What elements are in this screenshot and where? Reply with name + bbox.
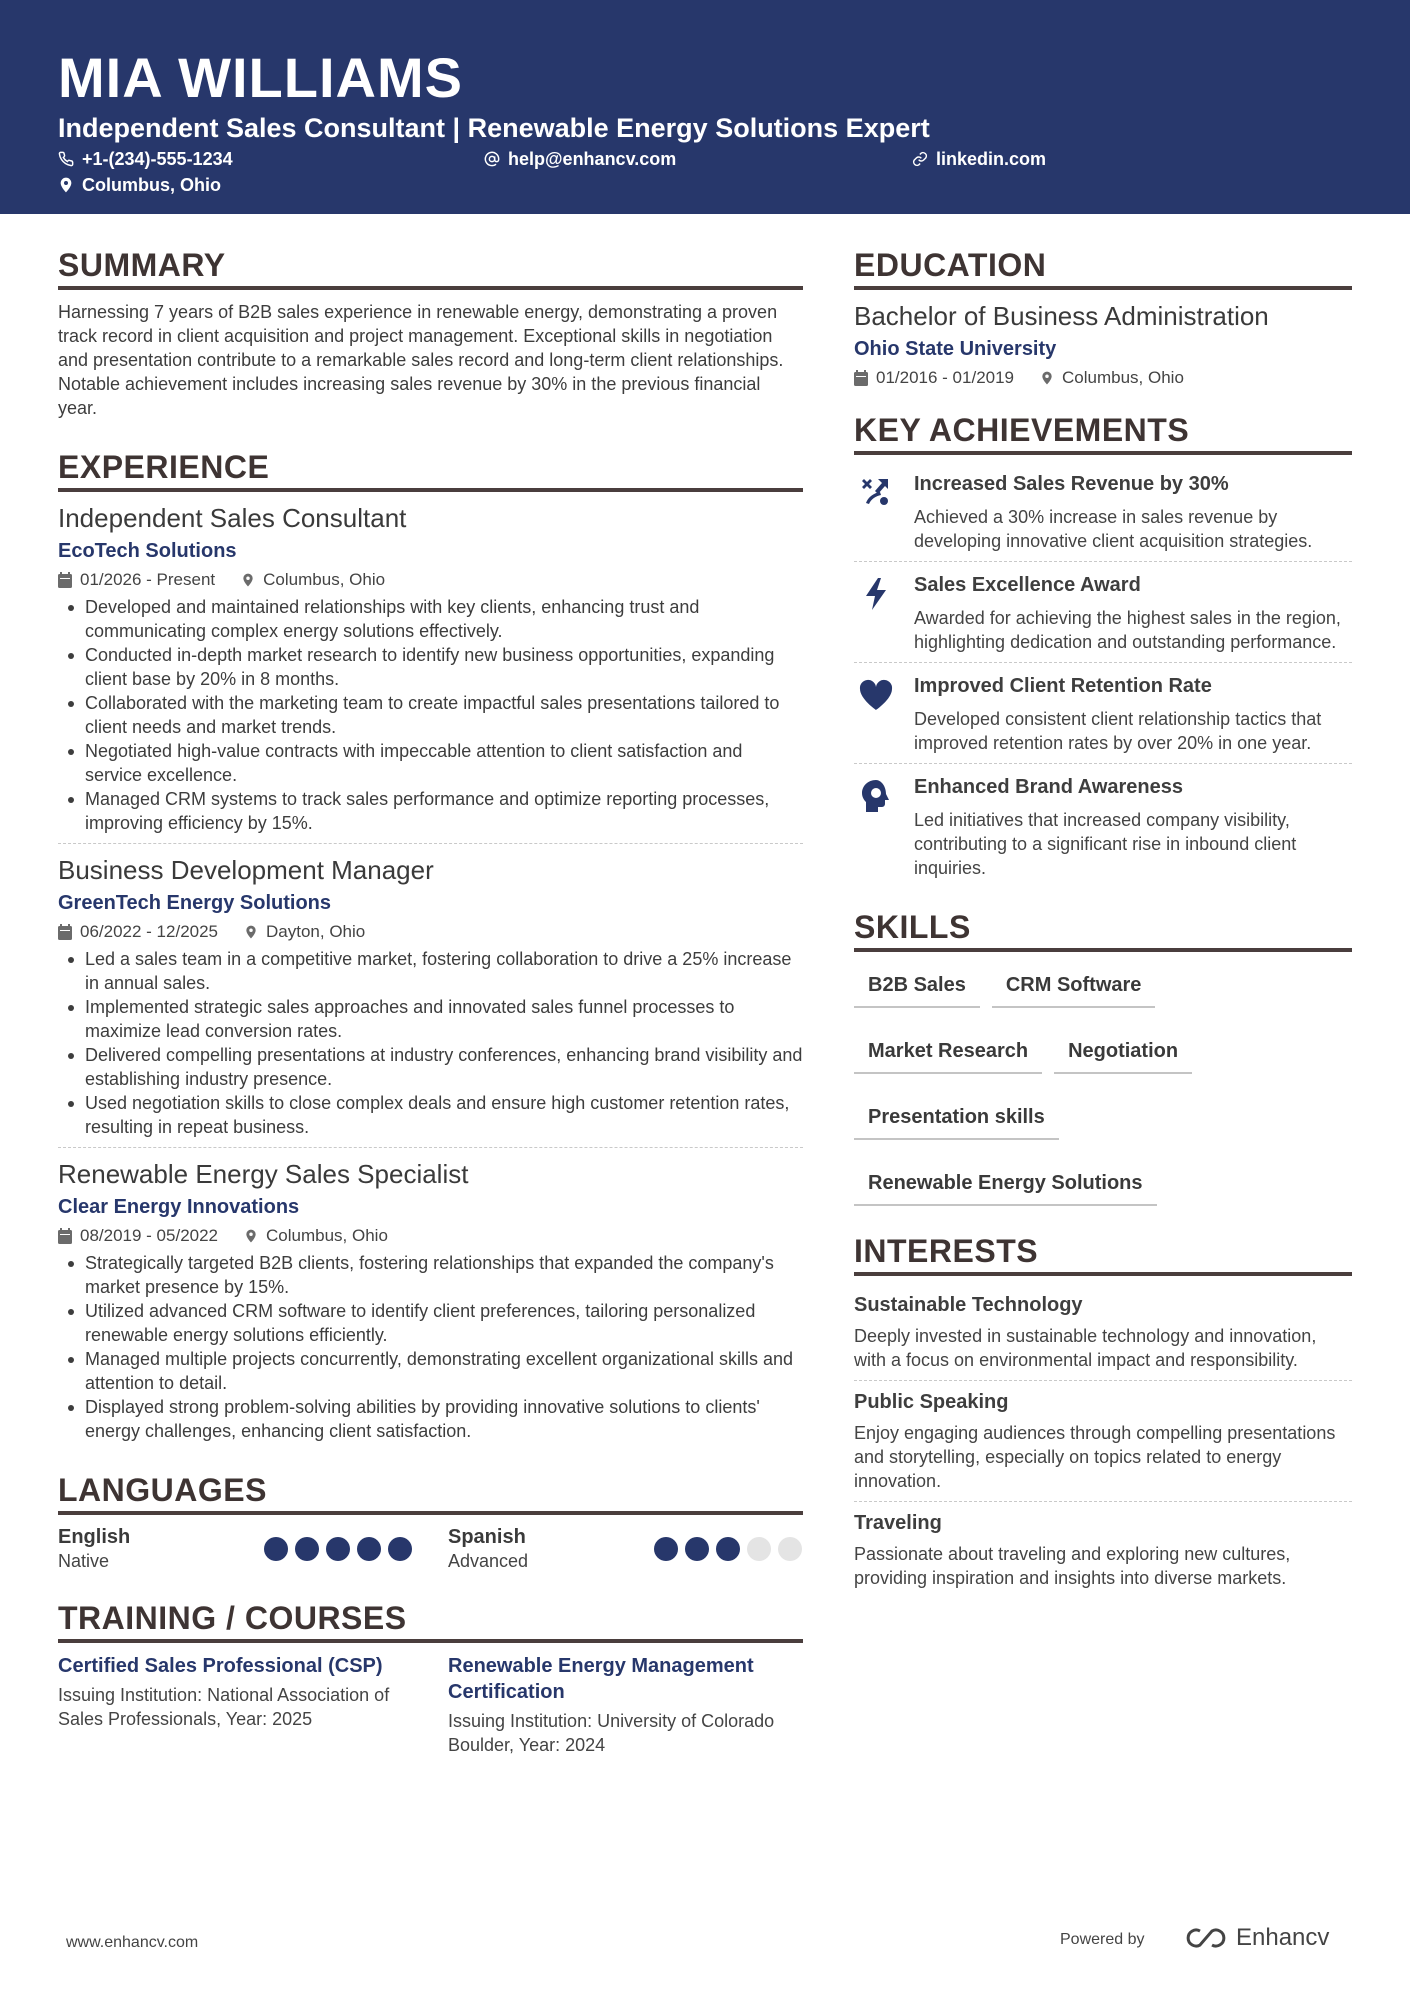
- achievement-description: Achieved a 30% increase in sales revenue by developing innovative client acquisition strategies.: [914, 507, 1313, 551]
- achievement-text: [914, 673, 1352, 755]
- experience-section: [58, 448, 803, 1451]
- footer-url[interactable]: www.enhancv.com: [66, 1934, 199, 1951]
- location-pin-icon: [244, 924, 258, 940]
- language-item: [58, 1525, 412, 1573]
- job-entry: [58, 502, 803, 843]
- bullet-item: Utilized advanced CRM software to identify client preferences, tailoring personalized renewable energy solutions efficiently.: [58, 1299, 803, 1347]
- interest-item: [854, 1501, 1352, 1598]
- location: [1040, 367, 1184, 389]
- skill-tag: Market Research: [854, 1028, 1042, 1074]
- language-info: [58, 1525, 130, 1573]
- bullet-item: Led a sales team in a competitive market, fostering collaboration to drive a 25% increase in annual sales.: [58, 947, 803, 995]
- achievement-list: [854, 465, 1352, 888]
- language-level: Advanced: [448, 1551, 529, 1571]
- interest-description: Deeply invested in sustainable technology and innovation, with a focus on environmental impact and responsibility.: [854, 1326, 1317, 1370]
- interest-title: Public Speaking: [854, 1391, 1009, 1413]
- interest-item: [854, 1286, 1352, 1380]
- section-title: LANGUAGES: [58, 1471, 803, 1515]
- email-text: help@enhancv.com: [508, 149, 677, 169]
- achievement-text: [914, 471, 1352, 553]
- bullet-item: Managed CRM systems to track sales performance and optimize reporting processes, improving efficiency by 15%.: [58, 787, 803, 835]
- date-range: [58, 569, 215, 591]
- interest-description: Passionate about traveling and exploring new cultures, providing inspiration and insights into diverse markets.: [854, 1544, 1291, 1588]
- job-meta: [58, 921, 803, 943]
- resume-header: [0, 0, 1410, 214]
- bullet-item: Displayed strong problem-solving abilities by providing innovative solutions to clients' energy challenges, enhancing client satisfaction.: [58, 1395, 803, 1443]
- section-title: KEY ACHIEVEMENTS: [854, 411, 1352, 455]
- section-title: SUMMARY: [58, 246, 803, 290]
- achievement-description: Awarded for achieving the highest sales in the region, highlighting dedication and outstanding performance.: [914, 608, 1341, 652]
- language-info: [448, 1525, 528, 1573]
- section-title: INTERESTS: [854, 1232, 1352, 1276]
- location-text: Columbus, Ohio: [266, 1226, 388, 1245]
- location-text: Dayton, Ohio: [266, 922, 366, 941]
- location-text: Columbus, Ohio: [1062, 368, 1184, 387]
- bullet-item: Strategically targeted B2B clients, fostering relationships that expanded the company's market presence by 15%.: [58, 1251, 803, 1299]
- brand-name: Enhancv: [1236, 1924, 1330, 1951]
- dot-empty: [778, 1537, 802, 1561]
- location-pin-icon: [241, 572, 255, 588]
- skill-tag: Negotiation: [1054, 1028, 1192, 1074]
- enhancv-logo-icon: [1180, 1925, 1228, 1951]
- dot-filled: [685, 1537, 709, 1561]
- achievement-item: [854, 561, 1352, 662]
- degree: Bachelor of Business Administration: [854, 301, 1269, 331]
- skills-section: [854, 908, 1352, 1226]
- language-name: Spanish: [448, 1526, 526, 1548]
- bolt-icon: [854, 572, 898, 654]
- dot-empty: [747, 1537, 771, 1561]
- section-title: EDUCATION: [854, 246, 1352, 290]
- company-name: GreenTech Energy Solutions: [58, 892, 332, 914]
- date-text: 01/2016 - 01/2019: [876, 368, 1015, 387]
- skill-list: [854, 962, 1352, 1226]
- course-title: Certified Sales Professional (CSP): [58, 1655, 383, 1677]
- location: [244, 921, 365, 943]
- calendar-icon: [58, 572, 72, 588]
- bullet-item: Managed multiple projects concurrently, demonstrating excellent organizational skills and attention to detail.: [58, 1347, 803, 1395]
- location: [244, 1225, 388, 1247]
- skill-tag: Renewable Energy Solutions: [854, 1160, 1157, 1206]
- job-title: Business Development Manager: [58, 855, 434, 885]
- job-title: Independent Sales Consultant: [58, 503, 407, 533]
- dot-filled: [326, 1537, 350, 1561]
- achievements-section: [854, 411, 1352, 888]
- dot-filled: [357, 1537, 381, 1561]
- contact-link[interactable]: [912, 148, 1046, 170]
- course-description: Issuing Institution: University of Colorado Boulder, Year: 2024: [448, 1711, 775, 1755]
- calendar-icon: [58, 1228, 72, 1244]
- education-section: [854, 246, 1352, 389]
- company-name: EcoTech Solutions: [58, 540, 237, 562]
- location-pin-icon: [1040, 370, 1054, 386]
- languages-section: [58, 1471, 803, 1573]
- powered-by-label: Powered by: [1060, 1931, 1145, 1948]
- achievement-text: [914, 774, 1352, 880]
- summary-text: Harnessing 7 years of B2B sales experience in renewable energy, demonstrating a proven track record in client acquisition and project management. Exceptional skills in negotiation and presentation contribute to a remarkable sales record and long-term client relationships. Notable achievement includes increasing sales revenue by 30% in the previous financial year.: [58, 302, 784, 418]
- location-pin-icon: [244, 1228, 258, 1244]
- summary-section: [58, 246, 803, 420]
- location: [241, 569, 385, 591]
- calendar-icon: [58, 924, 72, 940]
- achievement-title: Improved Client Retention Rate: [914, 675, 1212, 697]
- course-list: [58, 1653, 803, 1757]
- achievement-item: [854, 662, 1352, 763]
- course-title: Renewable Energy Management Certification: [448, 1655, 754, 1703]
- location-text: Columbus, Ohio: [82, 175, 221, 195]
- language-list: [58, 1525, 803, 1573]
- achievement-title: Sales Excellence Award: [914, 574, 1141, 596]
- proficiency-dots: [264, 1537, 412, 1561]
- job-title: Renewable Energy Sales Specialist: [58, 1159, 469, 1189]
- bullet-item: Delivered compelling presentations at industry conferences, enhancing brand visibility and establishing industry presence.: [58, 1043, 803, 1091]
- contact-email[interactable]: [484, 148, 676, 170]
- achievement-description: Led initiatives that increased company visibility, contributing to a significant rise in inbound client inquiries.: [914, 810, 1297, 878]
- section-title: SKILLS: [854, 908, 1352, 952]
- language-level: Native: [58, 1551, 110, 1571]
- job-meta: [58, 1225, 803, 1247]
- job-meta: [58, 569, 803, 591]
- date-text: 08/2019 - 05/2022: [80, 1226, 219, 1245]
- link-text: linkedin.com: [936, 149, 1047, 169]
- achievement-text: [914, 572, 1352, 654]
- interest-list: [854, 1286, 1352, 1598]
- date-text: 06/2022 - 12/2025: [80, 922, 219, 941]
- dot-filled: [388, 1537, 412, 1561]
- link-icon: [912, 151, 928, 167]
- dot-filled: [654, 1537, 678, 1561]
- date-range: [58, 1225, 218, 1247]
- course-description: Issuing Institution: National Association of Sales Professionals, Year: 2025: [58, 1685, 390, 1729]
- right-column: [854, 214, 1352, 1598]
- interest-title: Traveling: [854, 1512, 942, 1534]
- education-meta: [854, 367, 1352, 389]
- bullet-item: Implemented strategic sales approaches and innovated sales funnel processes to maximize lead conversion rates.: [58, 995, 803, 1043]
- bullet-list: [58, 1251, 803, 1443]
- phone-text: +1-(234)-555-1234: [82, 149, 233, 169]
- strategy-icon: [854, 471, 898, 553]
- location-pin-icon: [58, 177, 74, 193]
- bullet-item: Developed and maintained relationships with key clients, enhancing trust and communicating complex energy solutions effectively.: [58, 595, 803, 643]
- course-item: [448, 1653, 802, 1757]
- dot-filled: [264, 1537, 288, 1561]
- interest-description: Enjoy engaging audiences through compelling presentations and storytelling, especially on topics related to energy innovation.: [854, 1423, 1336, 1491]
- achievement-description: Developed consistent client relationship tactics that improved retention rates by over 20% in one year.: [914, 709, 1322, 753]
- bullet-list: [58, 947, 803, 1139]
- training-section: [58, 1599, 803, 1757]
- brand-logo[interactable]: [1180, 1924, 1329, 1952]
- section-title: TRAINING / COURSES: [58, 1599, 803, 1643]
- bullet-item: Used negotiation skills to close complex deals and ensure high customer retention rates, resulting in repeat business.: [58, 1091, 803, 1139]
- bullet-item: Negotiated high-value contracts with impeccable attention to client satisfaction and service excellence.: [58, 739, 803, 787]
- at-icon: [484, 151, 500, 167]
- interest-title: Sustainable Technology: [854, 1294, 1083, 1316]
- left-column: [58, 214, 803, 1757]
- candidate-name: MIA WILLIAMS: [58, 46, 463, 109]
- interest-item: [854, 1380, 1352, 1501]
- bullet-list: [58, 595, 803, 835]
- achievement-item: [854, 763, 1352, 888]
- bullet-item: Collaborated with the marketing team to create impactful sales presentations tailored to client needs and market trends.: [58, 691, 803, 739]
- head-icon: [854, 774, 898, 880]
- location-text: Columbus, Ohio: [263, 570, 386, 589]
- section-title: EXPERIENCE: [58, 448, 803, 492]
- dot-filled: [295, 1537, 319, 1561]
- contact-phone[interactable]: [58, 148, 233, 170]
- company-name: Clear Energy Innovations: [58, 1196, 300, 1218]
- skill-tag: CRM Software: [992, 962, 1156, 1008]
- phone-icon: [58, 151, 74, 167]
- proficiency-dots: [654, 1537, 802, 1561]
- date-text: 01/2026 - Present: [80, 570, 216, 589]
- achievement-title: Enhanced Brand Awareness: [914, 776, 1183, 798]
- job-list: [58, 502, 803, 1451]
- skill-tag: Presentation skills: [854, 1094, 1059, 1140]
- achievement-title: Increased Sales Revenue by 30%: [914, 473, 1229, 495]
- contact-location: [58, 174, 221, 196]
- headline: Independent Sales Consultant | Renewable Energy Solutions Expert: [58, 113, 930, 143]
- heart-icon: [854, 673, 898, 755]
- language-name: English: [58, 1526, 131, 1548]
- dot-filled: [716, 1537, 740, 1561]
- job-entry: [58, 843, 803, 1147]
- date-range: [854, 367, 1014, 389]
- date-range: [58, 921, 218, 943]
- interests-section: [854, 1232, 1352, 1598]
- bullet-item: Conducted in-depth market research to identify new business opportunities, expanding client base by 20% in 8 months.: [58, 643, 803, 691]
- calendar-icon: [854, 370, 868, 386]
- course-item: [58, 1653, 412, 1757]
- school: Ohio State University: [854, 338, 1057, 360]
- language-item: [448, 1525, 802, 1573]
- job-entry: [58, 1147, 803, 1451]
- achievement-item: [854, 465, 1352, 561]
- skill-tag: B2B Sales: [854, 962, 980, 1008]
